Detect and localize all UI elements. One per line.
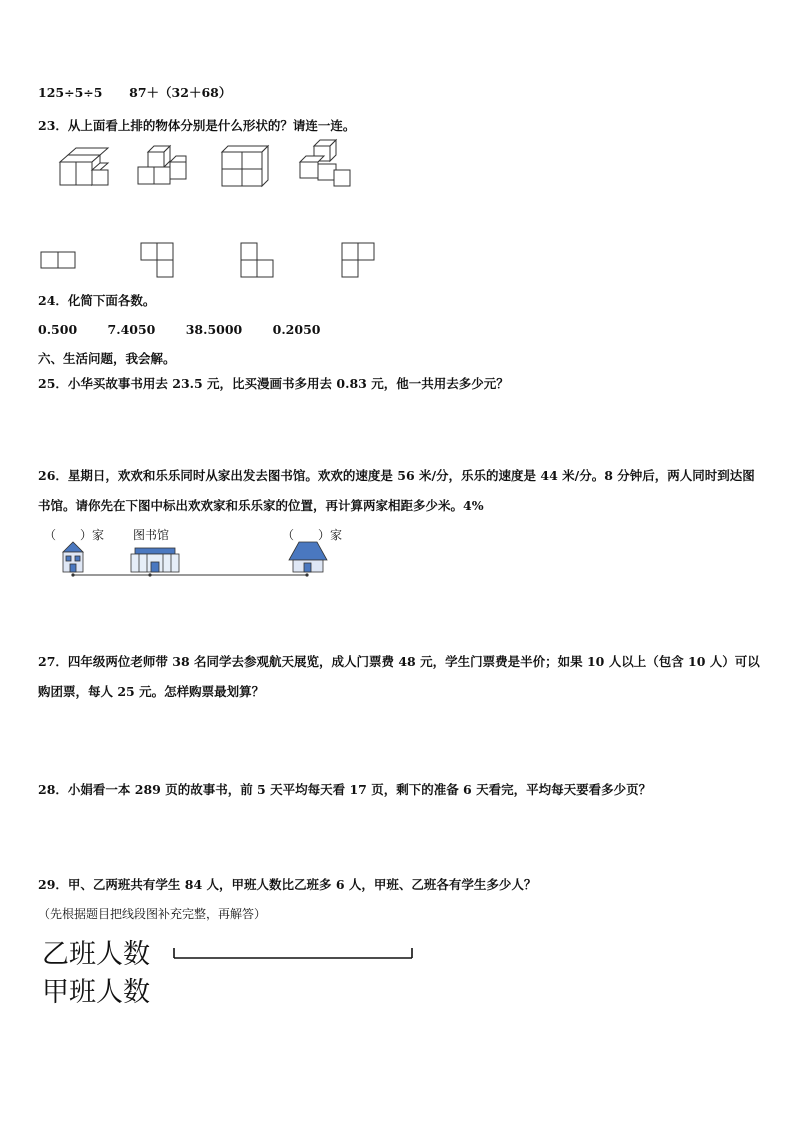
top-view-shape-1 — [41, 252, 75, 268]
q29-segment-diagram — [170, 944, 420, 964]
q23-top-view-shapes — [40, 240, 380, 280]
q26-label-library: 图书馆 — [133, 528, 170, 542]
top-view-shape-4 — [342, 243, 374, 277]
q25-text: 25．小华买故事书用去 23.5 元，比买漫画书多用去 0.83 元，他一共用去多少元？ — [38, 376, 509, 391]
q24-number: 0.500 — [38, 322, 78, 337]
top-view-shape-2 — [141, 243, 173, 277]
q26-text: 26．星期日，欢欢和乐乐同时从家出发去图书馆。欢欢的速度是 56 米/分，乐乐的速度是 44 米/分。8 分钟后，两人同时到达图书馆。请你先在下图中标出欢欢家和乐乐家的位置，再计算两家相距多少米。4% — [38, 468, 755, 513]
q24-text: 24．化简下面各数。 — [38, 293, 156, 308]
q28-text: 28．小娟看一本 289 页的故事书，前 5 天平均每天看 17 页，剩下的准备 6 天看完，平均每天要看多少页？ — [38, 782, 652, 797]
right-house-icon — [289, 542, 327, 572]
route-point-library — [148, 573, 151, 576]
q29-row-label-a: 甲班人数 — [42, 977, 150, 1008]
q24-number: 0.2050 — [272, 322, 321, 337]
q26-label-left-home: （ ）家 — [44, 528, 105, 542]
block-figure-1 — [60, 148, 108, 185]
expression-a: 125÷5÷5 — [38, 85, 103, 100]
q26-route-diagram — [55, 540, 335, 580]
q23-text: 23．从上面看上排的物体分别是什么形状的？请连一连。 — [38, 118, 356, 133]
block-figure-4 — [300, 140, 350, 186]
block-figure-2 — [138, 146, 186, 184]
top-expressions — [38, 83, 231, 101]
section-heading: 六、生活问题，我会解。 — [38, 351, 176, 366]
q27-text: 27．四年级两位老师带 38 名同学去参观航天展览，成人门票费 48 元，学生门票费是半价；如果 10 人以上（包含 10 人）可以购团票，每人 25 元。怎样购票最划算？ — [38, 654, 760, 699]
q24-number: 38.5000 — [185, 322, 243, 337]
q24-numbers — [38, 322, 320, 337]
q29-text: 29．甲、乙两班共有学生 84 人，甲班人数比乙班多 6 人，甲班、乙班各有学生多少人？ — [38, 877, 537, 892]
block-figure-3 — [222, 146, 268, 186]
left-house-icon — [63, 542, 83, 572]
route-point-left — [71, 573, 74, 576]
q26-label-right-home: （ ）家 — [282, 528, 343, 542]
q23-block-figures — [56, 140, 356, 194]
q29-hint: （先根据题目把线段图补充完整，再解答） — [38, 907, 267, 921]
q24-number: 7.4050 — [107, 322, 156, 337]
q29-row-label-b: 乙班人数 — [42, 939, 150, 970]
route-point-right — [305, 573, 308, 576]
library-icon — [131, 548, 179, 572]
top-view-shape-3 — [241, 243, 273, 277]
expression-b: 87＋（32＋68） — [129, 85, 232, 100]
